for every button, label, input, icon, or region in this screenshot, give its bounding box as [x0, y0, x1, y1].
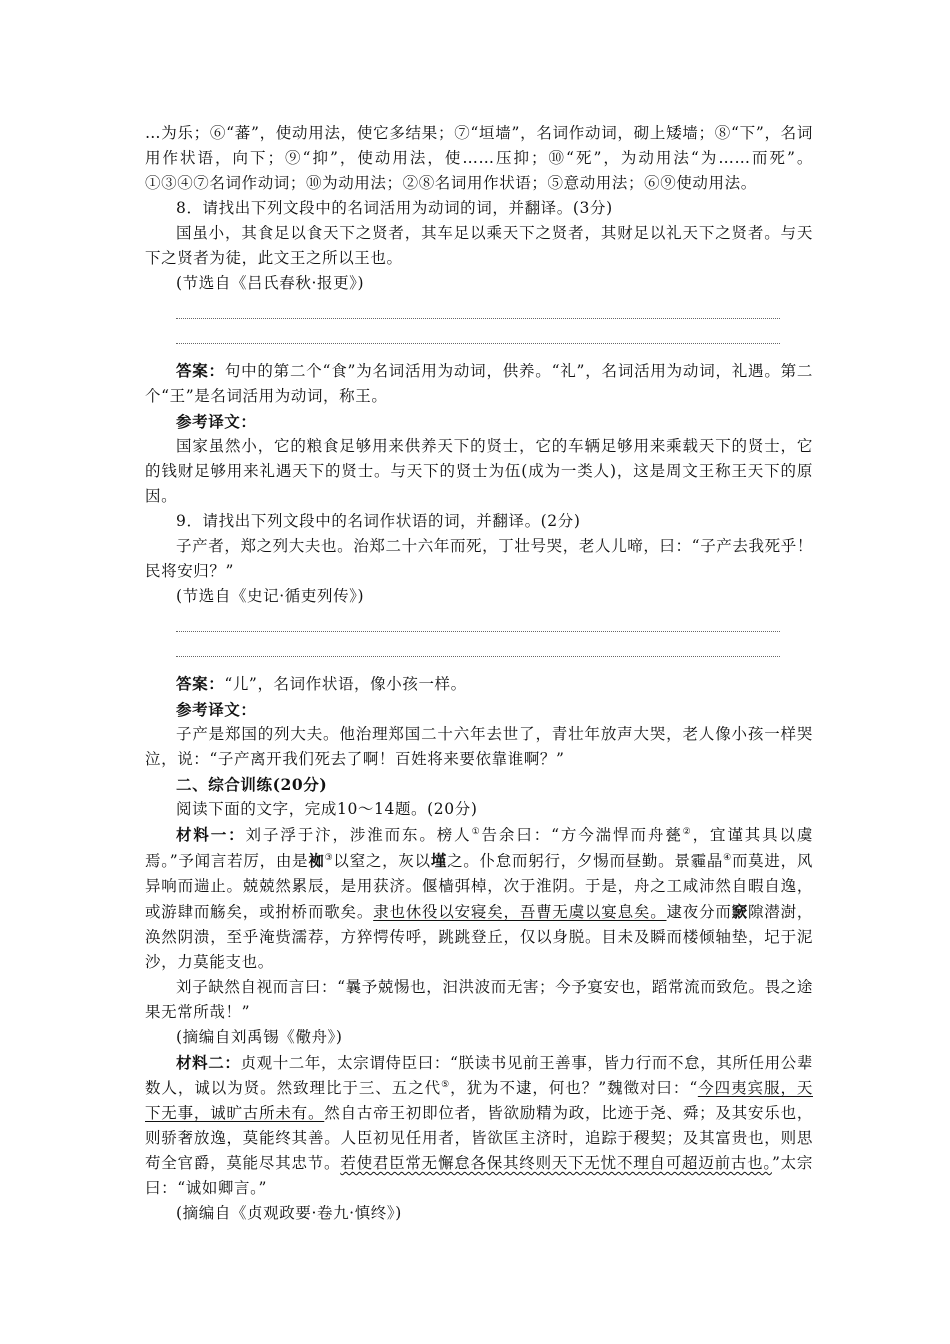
- document-page: [145, 121, 813, 1226]
- answer-label: 答案：: [176, 674, 225, 693]
- material-2-label: 材料二：: [176, 1053, 241, 1072]
- footnote-marker: ③: [324, 853, 334, 863]
- underlined-sentence: 隶也休役以安寝矣，吾曹无虞以宴息矣。: [373, 903, 667, 921]
- q9-reference-label: 参考译文：: [176, 700, 257, 719]
- section-heading: 二、综合训练(20分): [176, 775, 328, 794]
- glossed-word: 窾: [731, 902, 748, 921]
- question-9: 9．请找出下列文段中的名词作状语的词，并翻译。(2分): [176, 512, 581, 530]
- answer-text: 句中的第二个“食”为名词活用为动词，供养。“礼”，名词活用为动词，礼遇。第二个“王”是名词活用为动词，称王。: [145, 362, 813, 405]
- q8-source: (节选自《吕氏春秋·报更》): [176, 274, 365, 292]
- underlined-sentence: 今四夷宾服，天下无事，诚旷古所未有。: [145, 1079, 813, 1122]
- material-1-paragraph: 材料一：刘子浮于汴，涉淮而东。榜人①告余曰：“方今湍悍而舟甆②，宜谨其具以虞焉。”予闻言若厉，由是袽③以窒之，灰以墐之。仆怠而躬行，夕惕而昼勤。景霾晶④而莫进，风异响而遄止。兢兢然累辰，是用获济。偃樯弭棹，次于淮阴。于是，舟之工咸沛然自暇自逸，或游肆而觞矣，或拊桥而歌矣。隶也休役以安寝矣，吾曹无虞以宴息矣。逮夜分而窾隙潜澍，涣然阴溃，至乎淹赀濡荐，方猝愕传呼，跳跳登丘，仅以身脱。目未及瞬而楼倾轴垫，圮于泥沙，力莫能支也。: [145, 825, 814, 971]
- answer-label: 答案：: [176, 361, 225, 380]
- footnote-marker: ④: [723, 853, 732, 863]
- answer-blank-line: [176, 656, 780, 657]
- answer-continuation: …为乐；⑥“蕃”，使动用法，使它多结果；⑦“垣墙”，名词作动词，砌上矮墙；⑧“下”，名词用作状语，向下；⑨“抑”，使动用法，使……压抑；⑩“死”，为动用法“为……而死”。①③④⑦名词作动词；⑩为动用法；②⑧名词用作状语；⑤意动用法；⑥⑨使动用法。: [145, 124, 813, 192]
- glossed-word: 墐: [430, 851, 448, 870]
- q8-translation: 国家虽然小，它的粮食足够用来供养天下的贤士，它的车辆足够用来乘载天下的贤士，它的钱财足够用来礼遇天下的贤士。与天下的贤士为伍(成为一类人)，这是周文王称王天下的原因。: [145, 437, 813, 505]
- glossed-word: 甆: [665, 826, 683, 844]
- q9-source: (节选自《史记·循吏列传》): [176, 587, 365, 605]
- material-2-paragraph: 材料二：贞观十二年，太宗谓侍臣曰：“朕读书见前王善事，皆力行而不怠，其所任用公辈数人，诚以为贤。然致理比于三、五之代⑤，犹为不逮，何也？”魏徵对曰：“今四夷宾服，天下无事，诚旷古所未有。然自古帝王初即位者，皆欲励精为政，比迹于尧、舜；及其安乐也，则骄奢放逸，莫能终其善。人臣初见任用者，皆欲匡主济时，追踪于稷契；及其富贵也，则思苟全官爵，莫能尽其忠节。若使君臣常无懈怠各保其终则天下无忧不理自可超迈前古也。”太宗曰：“诚如卿言。”: [145, 1053, 814, 1197]
- material-1-paragraph-2: 刘子缺然自视而言曰：“曩予兢惕也，汩洪波而无害；今予宴安也，蹈常流而致危。畏之途果无常所哉！”: [145, 978, 813, 1021]
- q8-reference-label: 参考译文：: [176, 412, 257, 431]
- section-instruction: 阅读下面的文字，完成10～14题。(20分): [176, 800, 478, 818]
- q9-translation: 子产是郑国的列大夫。他治理郑国二十六年去世了，青壮年放声大哭，老人像小孩一样哭泣，说：“子产离开我们死去了啊！百姓将来要依靠谁啊？”: [145, 725, 813, 768]
- q8-answer: [145, 358, 813, 409]
- q8-passage: 国虽小，其食足以食天下之贤者，其车足以乘天下之贤者，其财足以礼天下之贤者。与天下之贤者为徒，此文王之所以王也。: [145, 224, 813, 267]
- answer-blank-line: [176, 318, 780, 319]
- answer-blank-line: [176, 631, 780, 632]
- answer-text: “儿”，名词作状语，像小孩一样。: [224, 675, 467, 693]
- footnote-marker: ②: [682, 827, 693, 837]
- q9-passage: 子产者，郑之列大夫也。治郑二十六年而死，丁壮号哭，老人儿啼，曰：“子产去我死乎！民将安归？”: [145, 537, 813, 580]
- footnote-marker: ①: [471, 827, 482, 837]
- material-2-source: (摘编自《贞观政要·卷九·慎终》): [176, 1204, 402, 1222]
- question-8: 8．请找出下列文段中的名词活用为动词的词，并翻译。(3分): [176, 199, 613, 217]
- material-1-label: 材料一：: [176, 825, 246, 844]
- answer-blank-line: [176, 343, 780, 344]
- wavy-underlined-sentence: 若使君臣常无懈怠各保其终则天下无忧不理自可超迈前古也。: [340, 1154, 772, 1172]
- footnote-marker: ⑤: [441, 1080, 451, 1090]
- glossed-word: 袽: [308, 851, 325, 870]
- material-1-source: (摘编自刘禹锡《儆舟》): [176, 1028, 343, 1046]
- q9-answer: [145, 671, 813, 697]
